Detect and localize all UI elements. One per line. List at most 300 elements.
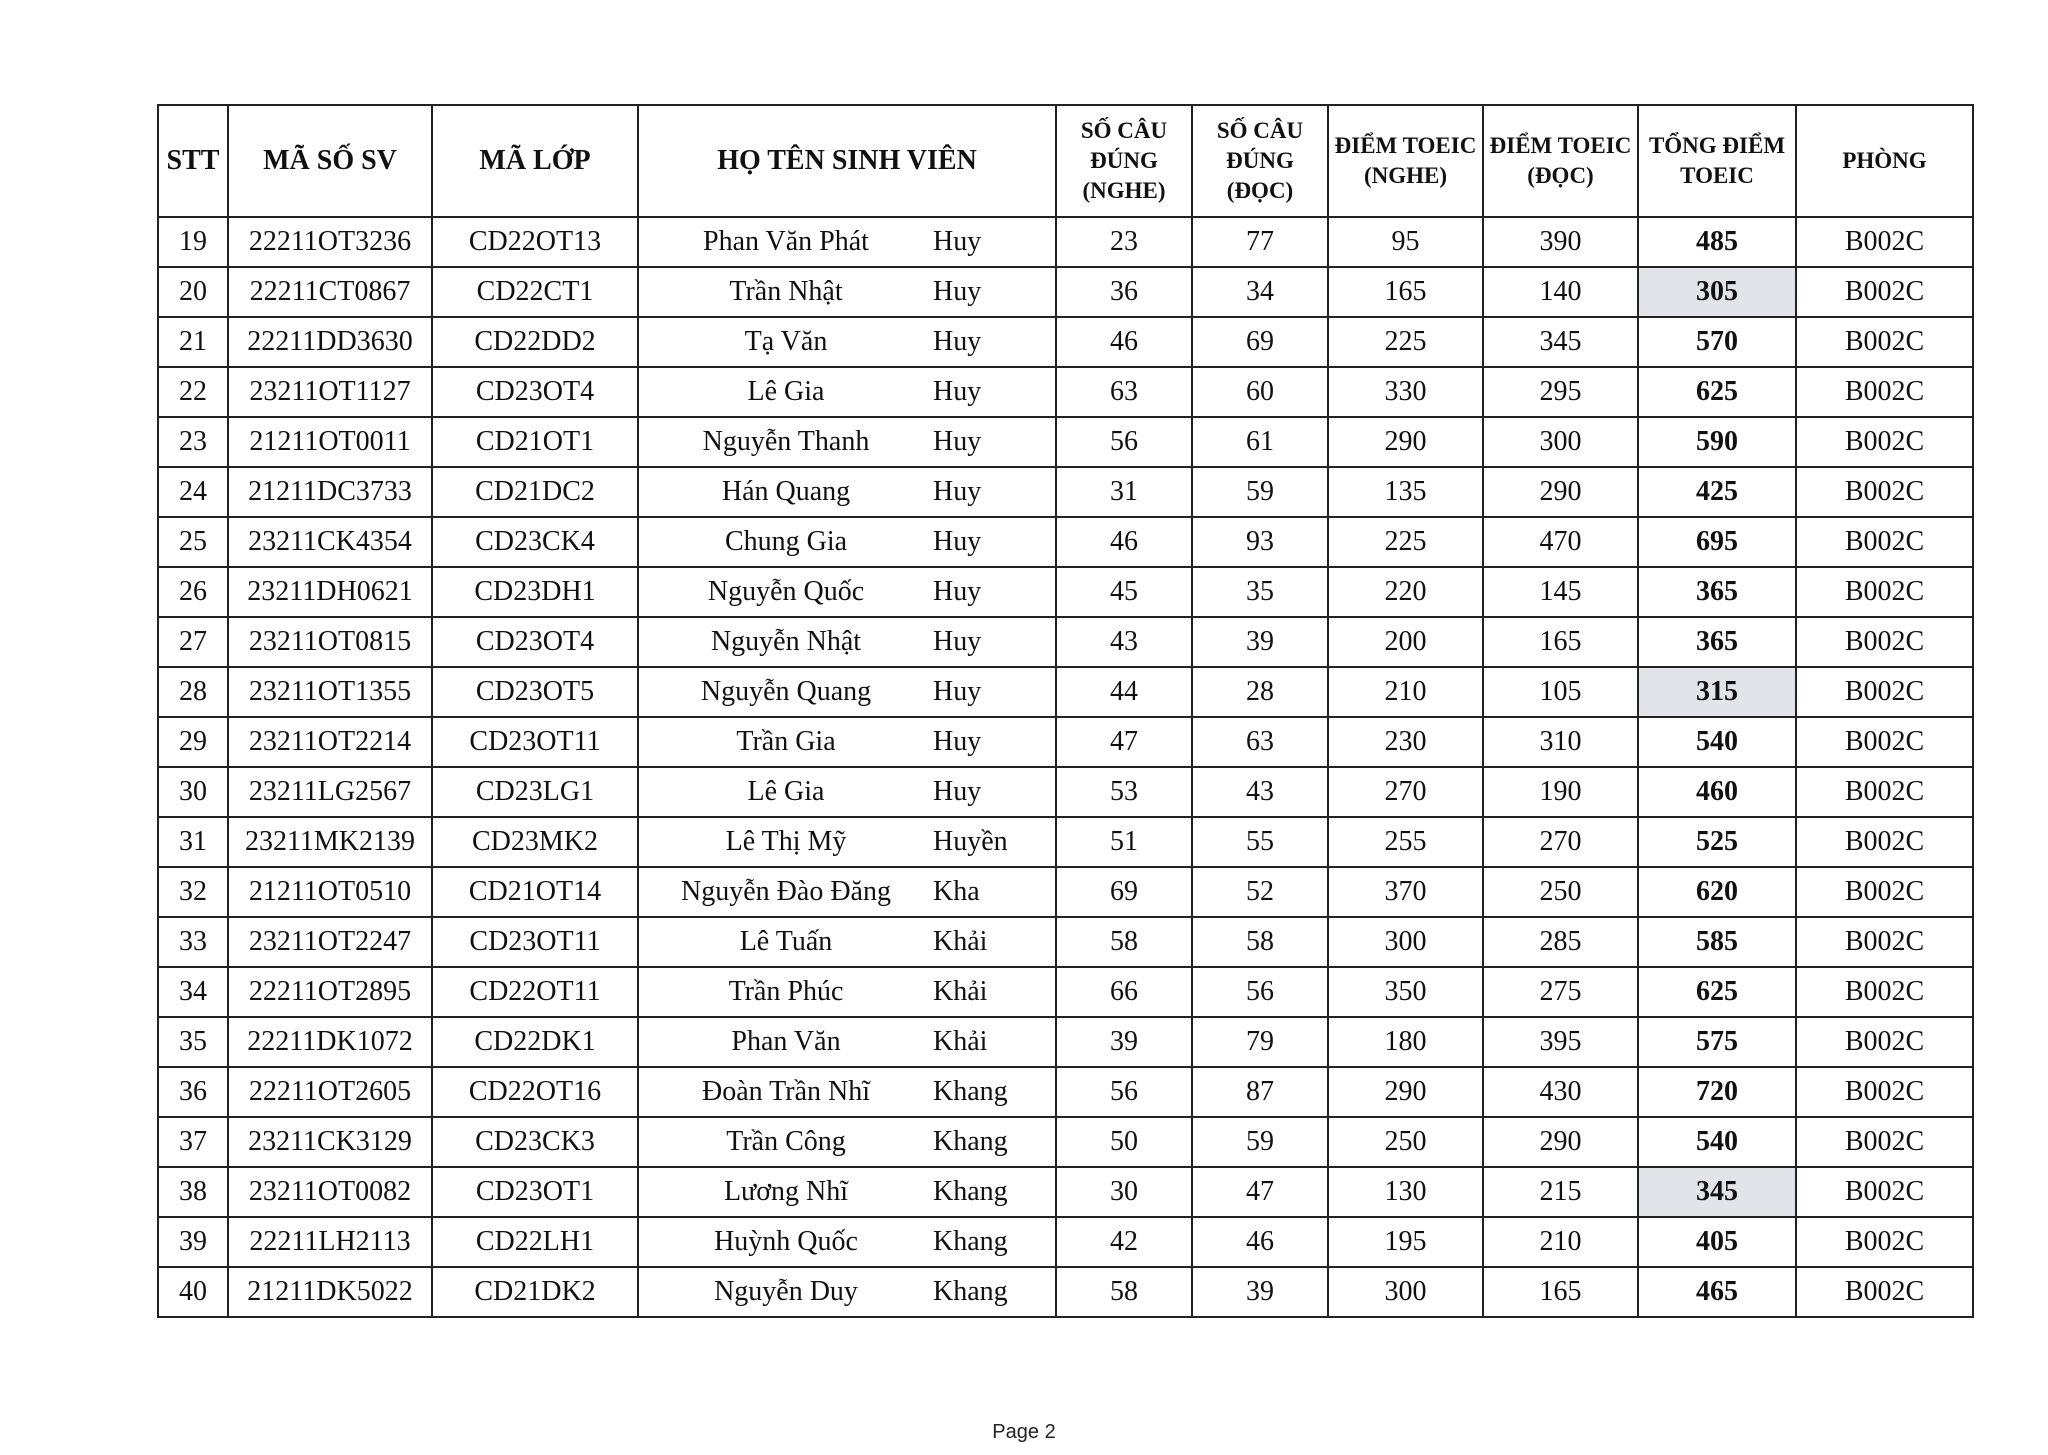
- cell-class-code: CD22CT1: [432, 267, 638, 317]
- cell-room: B002C: [1796, 467, 1973, 517]
- name-first: Khải: [933, 1026, 988, 1057]
- table-row: [158, 1117, 1973, 1167]
- cell-full-name: [638, 717, 1056, 767]
- cell-correct-listening: 46: [1056, 317, 1192, 367]
- cell-correct-listening: 56: [1056, 417, 1192, 467]
- name-last-middle: Trần Công: [726, 1126, 846, 1157]
- cell-toeic-reading: 165: [1483, 617, 1638, 667]
- cell-correct-reading: 28: [1192, 667, 1328, 717]
- cell-toeic-listening: 200: [1328, 617, 1483, 667]
- cell-toeic-listening: 290: [1328, 417, 1483, 467]
- cell-correct-reading: 43: [1192, 767, 1328, 817]
- cell-correct-reading: 60: [1192, 367, 1328, 417]
- cell-toeic-listening: 330: [1328, 367, 1483, 417]
- cell-stt: 32: [158, 867, 228, 917]
- name-last-middle: Huỳnh Quốc: [714, 1226, 858, 1257]
- cell-correct-listening: 43: [1056, 617, 1192, 667]
- cell-stt: 22: [158, 367, 228, 417]
- cell-toeic-total: 485: [1638, 217, 1796, 267]
- cell-toeic-listening: 290: [1328, 1067, 1483, 1117]
- name-last-middle: Lê Thị Mỹ: [725, 826, 847, 857]
- header-stt: STT: [158, 105, 228, 217]
- cell-student-id: 23211DH0621: [228, 567, 432, 617]
- cell-stt: 20: [158, 267, 228, 317]
- name-first: Khang: [933, 1176, 1008, 1207]
- cell-toeic-reading: 310: [1483, 717, 1638, 767]
- cell-room: B002C: [1796, 317, 1973, 367]
- cell-toeic-total: 585: [1638, 917, 1796, 967]
- table-row: [158, 217, 1973, 267]
- cell-toeic-listening: 350: [1328, 967, 1483, 1017]
- cell-toeic-listening: 210: [1328, 667, 1483, 717]
- name-first: Khang: [933, 1226, 1008, 1257]
- cell-correct-reading: 47: [1192, 1167, 1328, 1217]
- cell-class-code: CD22OT16: [432, 1067, 638, 1117]
- table-row: [158, 317, 1973, 367]
- name-last-middle: Nguyễn Nhật: [710, 626, 862, 657]
- cell-stt: 24: [158, 467, 228, 517]
- toeic-results-table: [157, 104, 1974, 1318]
- cell-correct-reading: 55: [1192, 817, 1328, 867]
- cell-room: B002C: [1796, 417, 1973, 467]
- cell-room: B002C: [1796, 567, 1973, 617]
- name-first: Huy: [933, 576, 982, 607]
- cell-room: B002C: [1796, 517, 1973, 567]
- cell-toeic-total: 570: [1638, 317, 1796, 367]
- cell-toeic-total: 525: [1638, 817, 1796, 867]
- cell-correct-listening: 47: [1056, 717, 1192, 767]
- table-row: [158, 767, 1973, 817]
- cell-student-id: 22211OT2605: [228, 1067, 432, 1117]
- cell-class-code: CD22DK1: [432, 1017, 638, 1067]
- cell-room: B002C: [1796, 1067, 1973, 1117]
- cell-toeic-total: 405: [1638, 1217, 1796, 1267]
- cell-toeic-total: 625: [1638, 967, 1796, 1017]
- cell-toeic-listening: 225: [1328, 317, 1483, 367]
- cell-correct-reading: 61: [1192, 417, 1328, 467]
- cell-toeic-total: 315: [1638, 667, 1796, 717]
- cell-room: B002C: [1796, 767, 1973, 817]
- cell-toeic-reading: 270: [1483, 817, 1638, 867]
- table-row: [158, 667, 1973, 717]
- table-row: [158, 1067, 1973, 1117]
- cell-correct-listening: 50: [1056, 1117, 1192, 1167]
- table-row: [158, 417, 1973, 467]
- name-first: Huy: [933, 326, 982, 357]
- cell-full-name: [638, 917, 1056, 967]
- cell-toeic-reading: 285: [1483, 917, 1638, 967]
- cell-stt: 19: [158, 217, 228, 267]
- cell-correct-listening: 42: [1056, 1217, 1192, 1267]
- cell-correct-reading: 69: [1192, 317, 1328, 367]
- cell-class-code: CD23LG1: [432, 767, 638, 817]
- cell-toeic-total: 365: [1638, 617, 1796, 667]
- cell-toeic-listening: 135: [1328, 467, 1483, 517]
- table-header-row: [158, 105, 1973, 217]
- cell-class-code: CD22OT11: [432, 967, 638, 1017]
- table-row: [158, 517, 1973, 567]
- cell-room: B002C: [1796, 617, 1973, 667]
- cell-toeic-listening: 220: [1328, 567, 1483, 617]
- cell-toeic-total: 465: [1638, 1267, 1796, 1317]
- name-last-middle: Nguyễn Duy: [714, 1276, 858, 1307]
- cell-room: B002C: [1796, 967, 1973, 1017]
- table-row: [158, 617, 1973, 667]
- cell-full-name: [638, 417, 1056, 467]
- cell-student-id: 21211DK5022: [228, 1267, 432, 1317]
- cell-correct-listening: 56: [1056, 1067, 1192, 1117]
- table-row: [158, 717, 1973, 767]
- cell-full-name: [638, 317, 1056, 367]
- cell-student-id: 23211MK2139: [228, 817, 432, 867]
- cell-class-code: CD23CK3: [432, 1117, 638, 1167]
- cell-full-name: [638, 1217, 1056, 1267]
- cell-full-name: [638, 867, 1056, 917]
- name-first: Huy: [933, 726, 982, 757]
- cell-toeic-total: 540: [1638, 1117, 1796, 1167]
- header-correct-listening: SỐ CÂU ĐÚNG (NGHE): [1056, 105, 1192, 217]
- cell-stt: 25: [158, 517, 228, 567]
- name-first: Huy: [933, 276, 982, 307]
- cell-toeic-reading: 140: [1483, 267, 1638, 317]
- cell-toeic-listening: 270: [1328, 767, 1483, 817]
- cell-toeic-reading: 290: [1483, 1117, 1638, 1167]
- cell-toeic-reading: 165: [1483, 1267, 1638, 1317]
- cell-room: B002C: [1796, 367, 1973, 417]
- cell-class-code: CD22OT13: [432, 217, 638, 267]
- cell-correct-listening: 31: [1056, 467, 1192, 517]
- cell-toeic-total: 425: [1638, 467, 1796, 517]
- header-toeic-reading: ĐIỂM TOEIC (ĐỌC): [1483, 105, 1638, 217]
- cell-toeic-total: 575: [1638, 1017, 1796, 1067]
- name-last-middle: Trần Phúc: [728, 976, 844, 1007]
- page-number: Page 2: [992, 1421, 1056, 1443]
- cell-class-code: CD23OT11: [432, 917, 638, 967]
- name-last-middle: Lương Nhĩ: [723, 1176, 849, 1207]
- cell-toeic-reading: 300: [1483, 417, 1638, 467]
- cell-toeic-listening: 165: [1328, 267, 1483, 317]
- cell-toeic-total: 720: [1638, 1067, 1796, 1117]
- table-row: [158, 1217, 1973, 1267]
- cell-toeic-reading: 105: [1483, 667, 1638, 717]
- cell-correct-reading: 63: [1192, 717, 1328, 767]
- cell-correct-reading: 59: [1192, 467, 1328, 517]
- cell-toeic-reading: 275: [1483, 967, 1638, 1017]
- table-row: [158, 867, 1973, 917]
- cell-full-name: [638, 817, 1056, 867]
- cell-room: B002C: [1796, 817, 1973, 867]
- cell-correct-reading: 35: [1192, 567, 1328, 617]
- cell-class-code: CD22LH1: [432, 1217, 638, 1267]
- name-last-middle: Nguyễn Quốc: [707, 576, 865, 607]
- cell-student-id: 21211OT0510: [228, 867, 432, 917]
- header-class-code: MÃ LỚP: [432, 105, 638, 217]
- cell-toeic-listening: 230: [1328, 717, 1483, 767]
- name-last-middle: Hán Quang: [721, 476, 851, 507]
- cell-toeic-total: 695: [1638, 517, 1796, 567]
- name-first: Khang: [933, 1276, 1008, 1307]
- name-first: Kha: [933, 876, 980, 907]
- cell-stt: 29: [158, 717, 228, 767]
- table-row: [158, 467, 1973, 517]
- cell-student-id: 23211OT2214: [228, 717, 432, 767]
- cell-toeic-reading: 145: [1483, 567, 1638, 617]
- cell-student-id: 22211CT0867: [228, 267, 432, 317]
- name-last-middle: Trần Nhật: [729, 276, 843, 307]
- cell-class-code: CD23OT1: [432, 1167, 638, 1217]
- cell-full-name: [638, 617, 1056, 667]
- cell-correct-listening: 63: [1056, 367, 1192, 417]
- cell-stt: 33: [158, 917, 228, 967]
- header-student-id: MÃ SỐ SV: [228, 105, 432, 217]
- cell-class-code: CD22DD2: [432, 317, 638, 367]
- cell-student-id: 23211OT0082: [228, 1167, 432, 1217]
- cell-toeic-reading: 215: [1483, 1167, 1638, 1217]
- cell-student-id: 23211OT0815: [228, 617, 432, 667]
- table-row: [158, 1167, 1973, 1217]
- name-first: Huy: [933, 676, 982, 707]
- cell-room: B002C: [1796, 917, 1973, 967]
- name-first: Khang: [933, 1126, 1008, 1157]
- cell-class-code: CD23MK2: [432, 817, 638, 867]
- name-first: Huy: [933, 626, 982, 657]
- cell-class-code: CD23OT4: [432, 367, 638, 417]
- cell-stt: 39: [158, 1217, 228, 1267]
- cell-correct-listening: 39: [1056, 1017, 1192, 1067]
- name-first: Khải: [933, 926, 988, 957]
- cell-student-id: 22211DK1072: [228, 1017, 432, 1067]
- table-row: [158, 917, 1973, 967]
- cell-full-name: [638, 1117, 1056, 1167]
- cell-student-id: 23211OT1355: [228, 667, 432, 717]
- cell-correct-listening: 53: [1056, 767, 1192, 817]
- cell-full-name: [638, 967, 1056, 1017]
- header-correct-reading: SỐ CÂU ĐÚNG (ĐỌC): [1192, 105, 1328, 217]
- cell-student-id: 21211OT0011: [228, 417, 432, 467]
- cell-toeic-listening: 300: [1328, 1267, 1483, 1317]
- cell-stt: 35: [158, 1017, 228, 1067]
- cell-correct-reading: 93: [1192, 517, 1328, 567]
- cell-room: B002C: [1796, 667, 1973, 717]
- cell-toeic-reading: 250: [1483, 867, 1638, 917]
- cell-correct-reading: 79: [1192, 1017, 1328, 1067]
- cell-correct-listening: 58: [1056, 917, 1192, 967]
- cell-toeic-total: 305: [1638, 267, 1796, 317]
- name-last-middle: Trần Gia: [736, 726, 836, 757]
- cell-toeic-listening: 180: [1328, 1017, 1483, 1067]
- cell-room: B002C: [1796, 1117, 1973, 1167]
- cell-class-code: CD23DH1: [432, 567, 638, 617]
- cell-class-code: CD23OT11: [432, 717, 638, 767]
- cell-stt: 31: [158, 817, 228, 867]
- name-last-middle: Phan Văn: [731, 1026, 841, 1057]
- cell-toeic-listening: 195: [1328, 1217, 1483, 1267]
- name-first: Huy: [933, 426, 982, 457]
- cell-toeic-listening: 225: [1328, 517, 1483, 567]
- cell-room: B002C: [1796, 267, 1973, 317]
- cell-stt: 38: [158, 1167, 228, 1217]
- cell-room: B002C: [1796, 217, 1973, 267]
- cell-toeic-total: 365: [1638, 567, 1796, 617]
- cell-toeic-total: 620: [1638, 867, 1796, 917]
- cell-student-id: 23211CK4354: [228, 517, 432, 567]
- cell-correct-reading: 87: [1192, 1067, 1328, 1117]
- cell-full-name: [638, 1067, 1056, 1117]
- cell-toeic-reading: 290: [1483, 467, 1638, 517]
- cell-toeic-reading: 470: [1483, 517, 1638, 567]
- cell-stt: 40: [158, 1267, 228, 1317]
- cell-full-name: [638, 467, 1056, 517]
- cell-correct-reading: 52: [1192, 867, 1328, 917]
- header-toeic-listening: ĐIỂM TOEIC (NGHE): [1328, 105, 1483, 217]
- name-first: Huy: [933, 476, 982, 507]
- name-first: Huy: [933, 376, 982, 407]
- cell-class-code: CD23OT5: [432, 667, 638, 717]
- table-row: [158, 367, 1973, 417]
- cell-student-id: 23211CK3129: [228, 1117, 432, 1167]
- cell-student-id: 22211OT3236: [228, 217, 432, 267]
- cell-stt: 34: [158, 967, 228, 1017]
- cell-correct-reading: 58: [1192, 917, 1328, 967]
- name-first: Huy: [933, 226, 982, 257]
- cell-toeic-total: 625: [1638, 367, 1796, 417]
- name-last-middle: Nguyễn Đào Đăng: [681, 876, 891, 907]
- cell-toeic-total: 345: [1638, 1167, 1796, 1217]
- cell-toeic-listening: 95: [1328, 217, 1483, 267]
- cell-full-name: [638, 567, 1056, 617]
- cell-toeic-listening: 250: [1328, 1117, 1483, 1167]
- cell-toeic-reading: 395: [1483, 1017, 1638, 1067]
- cell-correct-reading: 56: [1192, 967, 1328, 1017]
- table-row: [158, 567, 1973, 617]
- cell-correct-listening: 36: [1056, 267, 1192, 317]
- cell-correct-listening: 23: [1056, 217, 1192, 267]
- cell-full-name: [638, 1167, 1056, 1217]
- cell-full-name: [638, 667, 1056, 717]
- cell-stt: 37: [158, 1117, 228, 1167]
- cell-class-code: CD21OT14: [432, 867, 638, 917]
- table-row: [158, 817, 1973, 867]
- name-last-middle: Phan Văn Phát: [703, 226, 869, 257]
- cell-stt: 21: [158, 317, 228, 367]
- cell-correct-listening: 69: [1056, 867, 1192, 917]
- cell-class-code: CD23CK4: [432, 517, 638, 567]
- table-row: [158, 967, 1973, 1017]
- cell-correct-reading: 39: [1192, 617, 1328, 667]
- cell-student-id: 22211DD3630: [228, 317, 432, 367]
- cell-toeic-total: 540: [1638, 717, 1796, 767]
- cell-correct-listening: 44: [1056, 667, 1192, 717]
- name-first: Huy: [933, 776, 982, 807]
- header-full-name: HỌ TÊN SINH VIÊN: [638, 105, 1056, 217]
- cell-class-code: CD21DC2: [432, 467, 638, 517]
- cell-correct-reading: 46: [1192, 1217, 1328, 1267]
- cell-full-name: [638, 1267, 1056, 1317]
- cell-toeic-reading: 295: [1483, 367, 1638, 417]
- cell-correct-reading: 34: [1192, 267, 1328, 317]
- name-last-middle: Tạ Văn: [744, 326, 828, 357]
- name-first: Huyền: [933, 826, 1008, 857]
- cell-toeic-reading: 345: [1483, 317, 1638, 367]
- cell-correct-listening: 66: [1056, 967, 1192, 1017]
- cell-class-code: CD23OT4: [432, 617, 638, 667]
- cell-toeic-listening: 370: [1328, 867, 1483, 917]
- header-room: PHÒNG: [1796, 105, 1973, 217]
- cell-student-id: 21211DC3733: [228, 467, 432, 517]
- cell-student-id: 23211OT1127: [228, 367, 432, 417]
- cell-student-id: 22211LH2113: [228, 1217, 432, 1267]
- cell-full-name: [638, 367, 1056, 417]
- table-body: [158, 217, 1973, 1317]
- cell-student-id: 22211OT2895: [228, 967, 432, 1017]
- cell-correct-reading: 77: [1192, 217, 1328, 267]
- name-first: Huy: [933, 526, 982, 557]
- name-last-middle: Đoàn Trần Nhĩ: [701, 1076, 870, 1107]
- cell-room: B002C: [1796, 867, 1973, 917]
- name-last-middle: Lê Tuấn: [739, 926, 833, 957]
- cell-correct-listening: 46: [1056, 517, 1192, 567]
- cell-room: B002C: [1796, 1017, 1973, 1067]
- header-toeic-total: TỔNG ĐIỂM TOEIC: [1638, 105, 1796, 217]
- cell-stt: 28: [158, 667, 228, 717]
- cell-correct-listening: 30: [1056, 1167, 1192, 1217]
- cell-full-name: [638, 1017, 1056, 1067]
- cell-room: B002C: [1796, 1217, 1973, 1267]
- cell-stt: 30: [158, 767, 228, 817]
- name-first: Khải: [933, 976, 988, 1007]
- cell-toeic-reading: 390: [1483, 217, 1638, 267]
- cell-toeic-reading: 190: [1483, 767, 1638, 817]
- cell-correct-listening: 45: [1056, 567, 1192, 617]
- cell-full-name: [638, 267, 1056, 317]
- cell-room: B002C: [1796, 717, 1973, 767]
- cell-full-name: [638, 767, 1056, 817]
- name-last-middle: Lê Gia: [747, 376, 825, 407]
- cell-correct-listening: 58: [1056, 1267, 1192, 1317]
- cell-stt: 23: [158, 417, 228, 467]
- cell-stt: 26: [158, 567, 228, 617]
- cell-class-code: CD21DK2: [432, 1267, 638, 1317]
- cell-toeic-listening: 130: [1328, 1167, 1483, 1217]
- cell-full-name: [638, 217, 1056, 267]
- cell-correct-listening: 51: [1056, 817, 1192, 867]
- cell-class-code: CD21OT1: [432, 417, 638, 467]
- cell-room: B002C: [1796, 1267, 1973, 1317]
- cell-toeic-listening: 300: [1328, 917, 1483, 967]
- table-row: [158, 1017, 1973, 1067]
- cell-toeic-total: 590: [1638, 417, 1796, 467]
- table-row: [158, 1267, 1973, 1317]
- cell-full-name: [638, 517, 1056, 567]
- name-first: Khang: [933, 1076, 1008, 1107]
- cell-room: B002C: [1796, 1167, 1973, 1217]
- name-last-middle: Chung Gia: [724, 526, 848, 557]
- cell-student-id: 23211LG2567: [228, 767, 432, 817]
- cell-correct-reading: 59: [1192, 1117, 1328, 1167]
- cell-stt: 27: [158, 617, 228, 667]
- cell-stt: 36: [158, 1067, 228, 1117]
- cell-student-id: 23211OT2247: [228, 917, 432, 967]
- cell-toeic-reading: 430: [1483, 1067, 1638, 1117]
- cell-toeic-listening: 255: [1328, 817, 1483, 867]
- cell-correct-reading: 39: [1192, 1267, 1328, 1317]
- table-row: [158, 267, 1973, 317]
- cell-toeic-reading: 210: [1483, 1217, 1638, 1267]
- name-last-middle: Lê Gia: [747, 776, 825, 807]
- cell-toeic-total: 460: [1638, 767, 1796, 817]
- name-last-middle: Nguyễn Quang: [700, 676, 872, 707]
- name-last-middle: Nguyễn Thanh: [702, 426, 870, 457]
